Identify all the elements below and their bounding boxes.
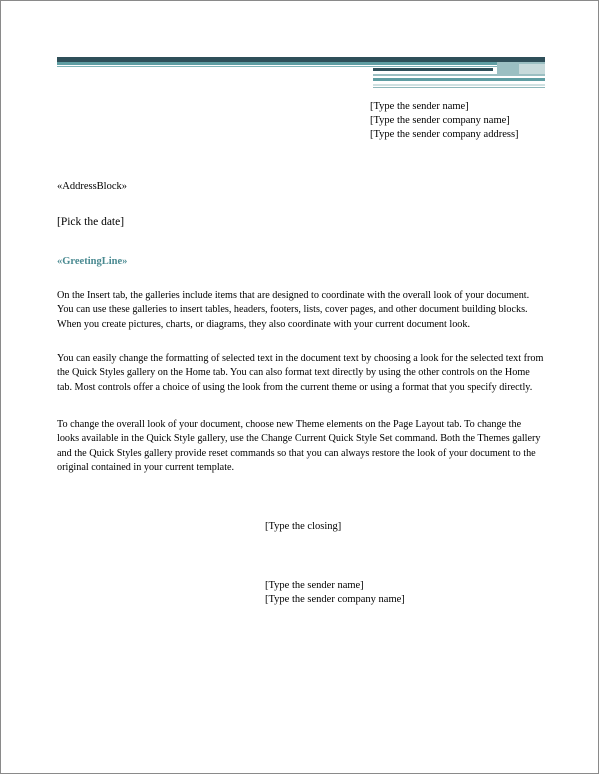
body-paragraph: To change the overall look of your document, choose new Theme elements on the Page Layout tab. To change the looks available in the Quick Style gallery, use the Change Current Quick Style Set command. Both the Themes gallery and the Quick Styles gallery provide reset commands so that you can always restore the look of your document to the original contained in your current template. bbox=[57, 419, 541, 473]
sender-company-name-field[interactable]: [Type the sender company name] bbox=[370, 115, 510, 126]
signature-block[interactable] bbox=[265, 579, 405, 607]
closing-field[interactable]: [Type the closing] bbox=[265, 521, 342, 532]
signature-company-field[interactable]: [Type the sender company name] bbox=[265, 594, 405, 605]
header-accent-block-light bbox=[519, 64, 545, 74]
header-stripe-4 bbox=[373, 84, 545, 86]
header-stripe-1 bbox=[373, 68, 493, 71]
address-block-field[interactable]: «AddressBlock» bbox=[57, 181, 127, 192]
sender-info-block[interactable] bbox=[370, 100, 519, 142]
signature-name-field[interactable]: [Type the sender name] bbox=[265, 580, 364, 591]
header-rule-teal bbox=[57, 62, 545, 65]
body-paragraph: On the Insert tab, the galleries include items that are designed to coordinate with the overall look of your document. You can use these galleries to insert tables, headers, footers, lists, cover pages, and other document building blocks. When you create pictures, charts, or diagrams, they also coordinate with your current document look. bbox=[57, 290, 530, 330]
sender-name-field[interactable]: [Type the sender name] bbox=[370, 101, 469, 112]
header-stripe-2 bbox=[373, 74, 509, 76]
greeting-line-field[interactable]: «GreetingLine» bbox=[57, 256, 128, 267]
header-rule-thin bbox=[57, 66, 545, 67]
header-stripe-5 bbox=[373, 87, 545, 88]
header-stripe-3 bbox=[373, 78, 545, 81]
date-picker-field[interactable]: [Pick the date] bbox=[57, 216, 125, 228]
body-paragraph: You can easily change the formatting of selected text in the document text by choosing a look for the selected text from the Quick Styles gallery on the Home tab. You can also format text directly by using the other controls on the Home tab. Most controls offer a choice of using the look from the current theme or using a format that you specify directly. bbox=[57, 353, 544, 393]
sender-company-address-field[interactable]: [Type the sender company address] bbox=[370, 129, 519, 140]
